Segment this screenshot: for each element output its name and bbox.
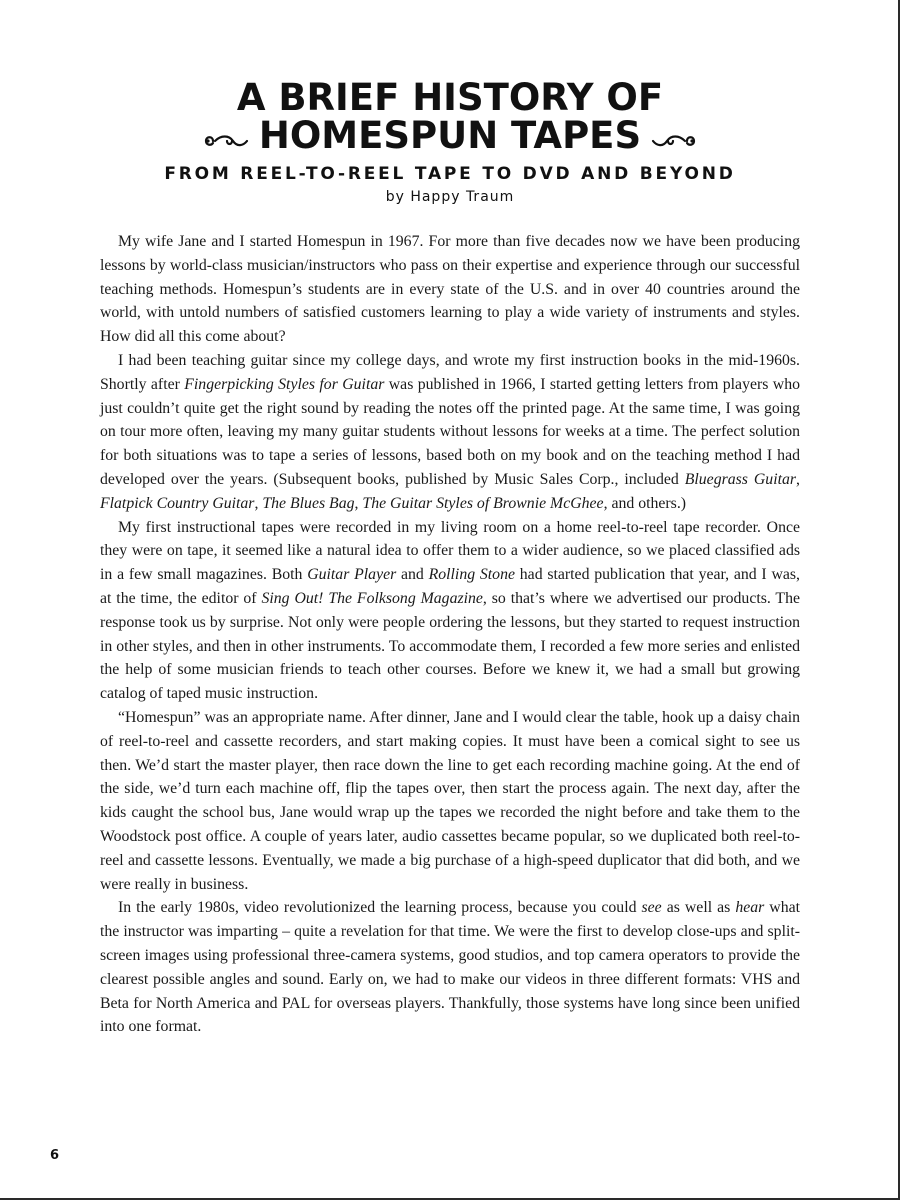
text-run: I had been teaching guitar since my college days, and wrote my first instruction books in the mid-1960s. Shortly after xyxy=(100,351,800,393)
title-line-2-row xyxy=(0,116,900,158)
text-run: , and others.) xyxy=(603,494,687,512)
text-run: was published in 1966, I started getting letters from players who just couldn’t quite get the right sound by reading the notes off the printed page. At the same time, I was going on tour more often, leaving my many guitar students without lessons for weeks at a time. The perfect solution for both situations was to tape a series of lessons, based both on my book and on the teaching method I had developed over the years. (Subsequent books, published by Music Sales Corp., included xyxy=(100,375,800,488)
book-title: The Blues Bag xyxy=(262,494,355,512)
text-run: what the instructor was imparting – quite a revelation for that time. We were the first to develop close-ups and split-screen images using professional three-camera systems, good studios, and top camera operators to provide the clearest possible angles and sound. Early on, we had to make our videos in three different formats: VHS and Beta for North America and PAL for overseas players. Thankfully, those systems have long since been unified into one format. xyxy=(100,899,801,1036)
text-run: , xyxy=(254,494,263,512)
text-run: and xyxy=(396,566,429,584)
ornament-right-icon xyxy=(651,118,697,158)
text-run: , xyxy=(354,494,363,512)
book-title: Bluegrass Guitar xyxy=(684,470,797,488)
magazine-title: Sing Out! The Folksong Magazine xyxy=(261,589,483,607)
text-run: , xyxy=(796,470,800,488)
text-run: as well as xyxy=(661,899,736,917)
paragraph-2 xyxy=(100,349,800,516)
book-title: Flatpick Country Guitar xyxy=(100,494,255,512)
text-run: , so that’s where we advertised our products. The response took us by surprise. Not only were people ordering the lessons, but they started to request instruction in other styles, and then in other instruments. To accommodate them, I recorded a few more series and enlisted the help of some musician friends to teach other courses. Before we knew it, we had a small but growing catalog of taped music instruction. xyxy=(100,589,800,703)
ornament-left-icon xyxy=(203,118,249,158)
emphasis: hear xyxy=(735,899,765,917)
page-number: 6 xyxy=(50,1148,60,1163)
paragraph-5 xyxy=(100,896,800,1039)
byline: by Happy Traum xyxy=(385,189,515,205)
title-line-1: A BRIEF HISTORY OF xyxy=(236,76,664,119)
title-line-2: HOMESPUN TAPES xyxy=(258,114,642,157)
paragraph-4 xyxy=(100,706,800,896)
text-run: In the early 1980s, video revolutionized the learning process, because you could xyxy=(118,899,642,917)
magazine-title: Guitar Player xyxy=(307,566,397,584)
text-run: My first instructional tapes were recorded in my living room on a home reel-to-reel tape recorder. Once they were on tape, it seemed like a natural idea to offer them to a wider audience, so we placed classified ads in a few small magazines. Both xyxy=(100,518,800,584)
book-title: Fingerpicking Styles for Guitar xyxy=(184,375,385,393)
subtitle: FROM REEL-TO-REEL TAPE TO DVD AND BEYOND xyxy=(164,164,736,184)
text-run: had started publication that year, and I was, at the time, the editor of xyxy=(100,566,800,607)
text-run: My wife Jane and I started Homespun in 1967. For more than five decades now we have been producing lessons by world-class musician/instructors who pass on their expertise and experience through our successful teaching methods. Homespun’s students are in every state of the U.S. and in over 40 countries around the world, with untold numbers of satisfied customers learning to play a wide variety of instruments and styles. How did all this come about? xyxy=(100,233,800,346)
paragraph-1 xyxy=(100,230,800,349)
magazine-title: Rolling Stone xyxy=(428,566,515,584)
emphasis: see xyxy=(641,899,662,917)
article-body xyxy=(100,230,800,1039)
text-run: “Homespun” was an appropriate name. After dinner, Jane and I would clear the table, hook up a daisy chain of reel-to-reel and cassette recorders, and start making copies. It must have been a comical sight to see us then. We’d start the master player, then race down the line to get each recording machine going. At the end of the side, we’d turn each machine off, flip the tapes over, then start the process again. The next day, after the kids caught the school bus, Jane would wrap up the tapes we recorded the night before and take them to the Woodstock post office. A couple of years later, audio cassettes became popular, so we duplicated both reel-to-reel and cassette lessons. Eventually, we made a big purchase of a high-speed duplicator that did both, and we were really in business. xyxy=(100,708,800,893)
book-title: The Guitar Styles of Brownie McGhee xyxy=(362,494,604,512)
paragraph-3 xyxy=(100,516,800,706)
